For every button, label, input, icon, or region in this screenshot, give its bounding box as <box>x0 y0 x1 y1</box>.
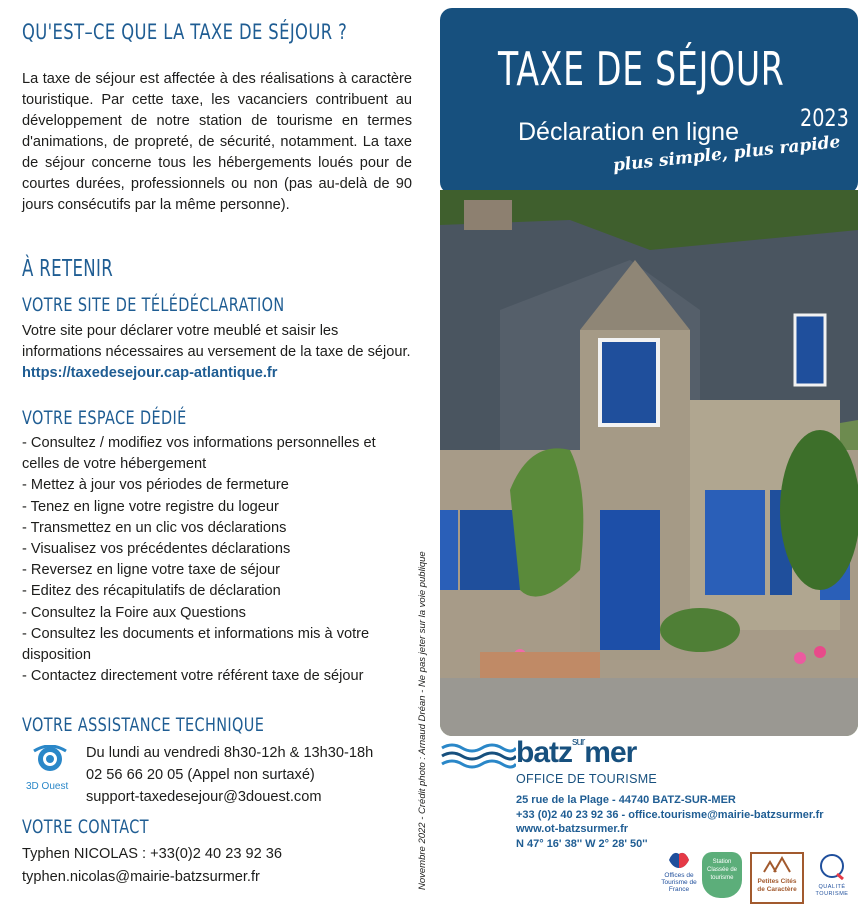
site-text: Votre site pour déclarer votre meublé et saisir les informations nécessaires au versement de la taxe de séjour. <box>22 323 411 360</box>
heading-contact: VOTRE CONTACT <box>22 816 149 838</box>
brand-name <box>516 736 636 770</box>
brand-name-b: mer <box>584 736 637 769</box>
heading-what-is-tax: QU'EST–CE QUE LA TAXE DE SÉJOUR ? <box>22 20 348 44</box>
heading-remember: À RETENIR <box>22 256 114 282</box>
brand-name-sur: sur <box>572 736 585 748</box>
brand-name-a: batz <box>516 736 572 769</box>
petites-label-b: de Caractère <box>757 886 797 893</box>
station-label: Station Classée de tourisme <box>706 859 738 881</box>
space-list-item: - Contactez directement votre référent taxe de séjour <box>22 668 364 685</box>
house-photo <box>440 190 858 736</box>
qualite-tourisme-logo <box>806 852 858 902</box>
space-list <box>22 433 417 687</box>
space-list-item: - Transmettez en un clic vos déclarations <box>22 519 287 536</box>
petites-label-a: Petites Cités <box>757 878 797 885</box>
france-flag-icon <box>667 850 691 870</box>
contact-name-phone: Typhen NICOLAS : +33(0)2 40 23 92 36 <box>22 846 283 862</box>
heading-support: VOTRE ASSISTANCE TECHNIQUE <box>22 714 265 736</box>
petites-cites-logo <box>750 852 804 904</box>
house-outline-icon <box>762 856 792 874</box>
support-details <box>86 742 426 808</box>
waves-icon <box>440 742 516 770</box>
banner-title: TAXE DE SÉJOUR <box>498 42 785 96</box>
heading-site: VOTRE SITE DE TÉLÉDÉCLARATION <box>22 294 285 316</box>
station-classee-logo <box>702 852 742 898</box>
support-hours: Du lundi au vendredi 8h30-12h & 13h30-18h <box>86 745 374 761</box>
brand-office: OFFICE DE TOURISME <box>516 772 658 786</box>
banner-year: 2023 <box>800 104 849 132</box>
house-illustration <box>440 190 858 736</box>
support-email[interactable]: support-taxedesejour@3douest.com <box>86 789 322 805</box>
site-link[interactable]: https://taxedesejour.cap-atlantique.fr <box>22 365 278 381</box>
space-list-item: - Consultez les documents et informations mis à votre disposition <box>22 625 370 664</box>
contact-email[interactable]: typhen.nicolas@mairie-batzsurmer.fr <box>22 869 260 885</box>
space-list-item: - Consultez / modifiez vos informations personnelles et celles de votre hébergement <box>22 435 376 473</box>
banner-subtitle: Déclaration en ligne <box>518 118 739 146</box>
banner-slogan: plus simple, plus rapide <box>612 132 842 176</box>
3d-ouest-icon <box>30 745 70 779</box>
office-coords: N 47° 16' 38'' W 2° 28' 50'' <box>516 837 648 850</box>
office-address-block <box>516 793 824 851</box>
office-website[interactable]: www.ot-batzsurmer.fr <box>516 823 629 836</box>
offices-de-tourisme-logo <box>660 850 698 905</box>
site-paragraph <box>22 321 414 384</box>
petites-cites-label <box>752 878 802 894</box>
office-phone-email[interactable]: +33 (0)2 40 23 92 36 - office.tourisme@mairie-batzsurmer.fr <box>516 808 824 821</box>
3d-ouest-label: 3D Ouest <box>26 781 69 792</box>
heading-space: VOTRE ESPACE DÉDIÉ <box>22 407 187 429</box>
space-list-item: - Mettez à jour vos périodes de fermeture <box>22 477 289 494</box>
qualite-label: QUALITÉ TOURISME <box>815 884 849 897</box>
vertical-credit: Novembre 2022 - Crédit photo : Arnaud Dréan - Ne pas jeter sur la voie publique <box>417 551 428 890</box>
qualite-icon <box>817 852 847 880</box>
support-phone[interactable]: 02 56 66 20 05 (Appel non surtaxé) <box>86 767 315 783</box>
office-address: 25 rue de la Plage - 44740 BATZ-SUR-MER <box>516 794 736 806</box>
banner <box>440 8 858 194</box>
offices-label: Offices de Tourisme de France <box>661 872 697 893</box>
space-list-item: - Tenez en ligne votre registre du logeur <box>22 498 279 515</box>
batz-sur-mer-logo <box>440 736 860 786</box>
space-list-item: - Editez des récapitulatifs de déclaration <box>22 583 281 600</box>
space-list-item: - Visualisez vos précédentes déclarations <box>22 541 291 558</box>
contact-details <box>22 843 414 889</box>
3d-ouest-logo <box>22 745 74 795</box>
space-list-item: - Consultez la Foire aux Questions <box>22 604 246 621</box>
intro-paragraph: La taxe de séjour est affectée à des réalisations à caractère touristique. Par cette taxe, les vacanciers contribuent au développement de notre station de tourisme en termes d'animations, de propreté, de sécurité, notamment. La taxe de séjour concerne tous les hébergements loués pour de courtes durées, professionnels ou non (pas au-delà de 90 jours consécutifs par la même personne). <box>22 71 412 213</box>
space-list-item: - Reversez en ligne votre taxe de séjour <box>22 562 280 579</box>
